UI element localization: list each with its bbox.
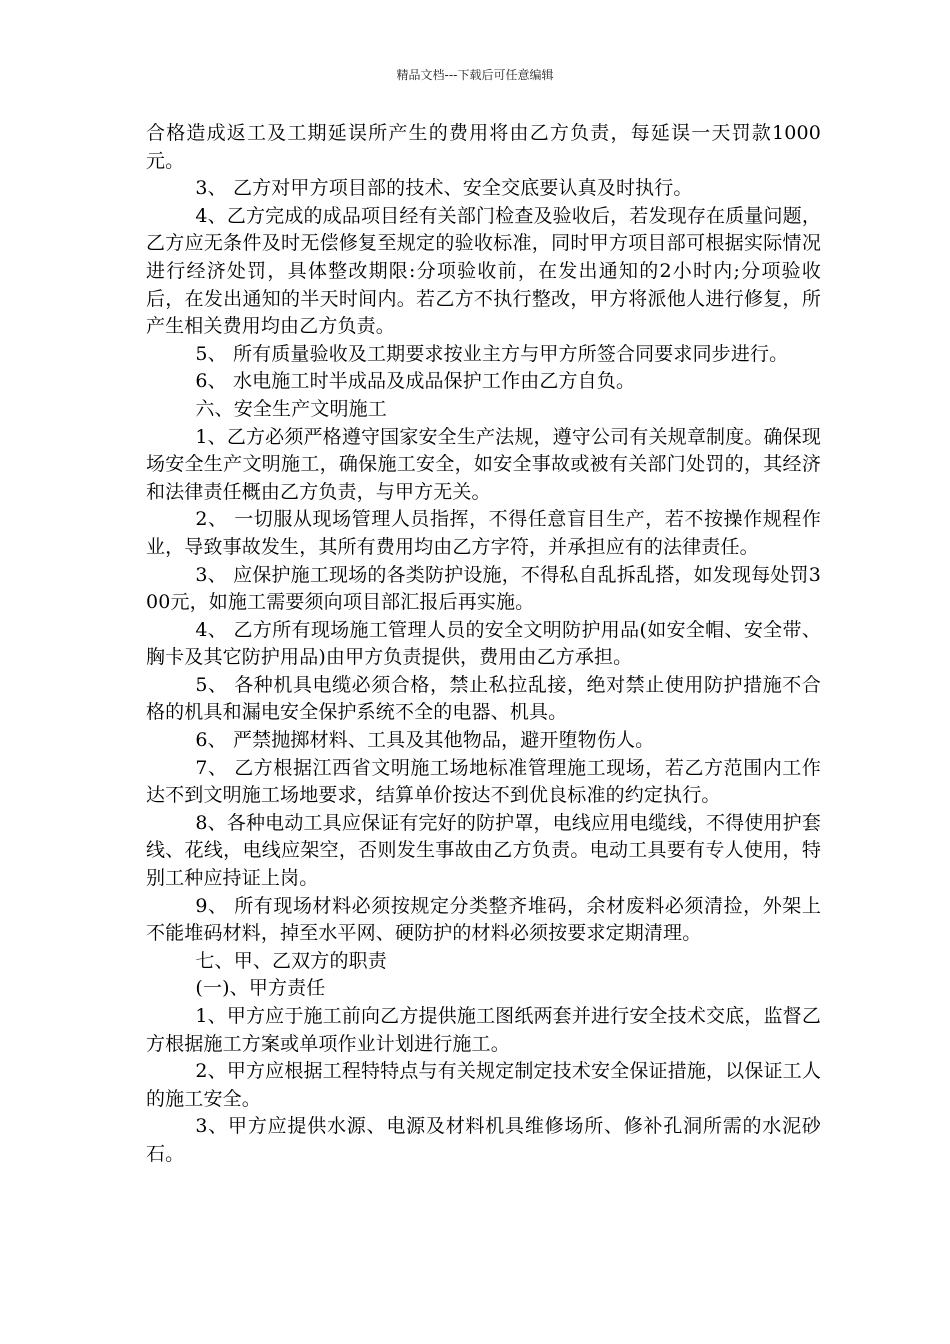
subsection-heading: (一)、甲方责任 — [195, 977, 326, 1000]
paragraph: 1、甲方应于施工前向乙方提供施工图纸两套并进行安全技术交底，监督乙方根据施工方案或单项作业计划进行施工。 — [146, 1005, 821, 1055]
paragraph: 合格造成返工及工期延误所产生的费用将由乙方负责，每延误一天罚款1000元。 — [146, 122, 821, 172]
paragraph: 1、乙方必须严格遵守国家安全生产法规，遵守公司有关规章制度。确保现场安全生产文明施工，确保施工安全，如安全事故或被有关部门处罚的，其经济和法律责任概由乙方负责，与甲方无关。 — [146, 425, 821, 503]
paragraph: 9、 所有现场材料必须按规定分类整齐堆码，余材废料必须清捡，外架上不能堆码材料，掉至水平网、硬防护的材料必须按要求定期清理。 — [146, 894, 821, 945]
page-header: 精品文档---下载后可任意编辑 — [396, 68, 554, 82]
paragraph: 3、甲方应提供水源、电源及材料机具维修场所、修补孔洞所需的水泥砂石。 — [146, 1115, 821, 1165]
paragraph: 5、 所有质量验收及工期要求按业主方与甲方所签合同要求同步进行。 — [195, 342, 789, 365]
paragraph: 6、 水电施工时半成品及成品保护工作由乙方自负。 — [195, 370, 636, 393]
section-heading: 七、甲、乙双方的职责 — [195, 949, 387, 972]
paragraph: 5、 各种机具电缆必须合格，禁止私拉乱接，绝对禁止使用防护措施不合格的机具和漏电安全保护系统不全的电器、机具。 — [146, 673, 821, 724]
paragraph: 3、 应保护施工现场的各类防护设施，不得私自乱拆乱搭，如发现每处罚300元，如施工需要须向项目部汇报后再实施。 — [146, 563, 821, 614]
paragraph: 4、 乙方所有现场施工管理人员的安全文明防护用品(如安全帽、安全带、胸卡及其它防护用品)由甲方负责提供，费用由乙方承担。 — [146, 618, 821, 669]
paragraph: 7、 乙方根据江西省文明施工场地标准管理施工现场，若乙方范围内工作达不到文明施工场地要求，结算单价按达不到优良标准的约定执行。 — [146, 756, 821, 807]
paragraph: 8、各种电动工具应保证有完好的防护罩，电线应用电缆线，不得使用护套线、花线，电线应架空，否则发生事故由乙方负责。电动工具要有专人使用，特别工种应持证上岗。 — [146, 811, 821, 890]
section-heading: 六、安全生产文明施工 — [195, 397, 387, 420]
paragraph: 3、 乙方对甲方项目部的技术、安全交底要认真及时执行。 — [195, 177, 693, 200]
paragraph: 4、乙方完成的成品项目经有关部门检查及验收后，若发现存在质量问题，乙方应无条件及时无偿修复至规定的验收标准，同时甲方项目部可根据实际情况进行经济处罚，具体整改期限:分项验收前，在发出通知的2小时内;分项验收后，在发出通知的半天时间内。若乙方不执行整改，甲方将派他人进行修复，所产生相关费用均由乙方负责。 — [146, 204, 821, 338]
document-body — [146, 120, 821, 1169]
paragraph: 6、 严禁抛掷材料、工具及其他物品，避开堕物伤人。 — [195, 729, 655, 752]
paragraph: 2、甲方应根据工程特特点与有关规定制定技术安全保证措施，以保证工人的施工安全。 — [146, 1060, 821, 1110]
paragraph: 2、 一切服从现场管理人员指挥，不得任意盲目生产，若不按操作规程作业，导致事故发生，其所有费用均由乙方字符，并承担应有的法律责任。 — [146, 508, 821, 558]
